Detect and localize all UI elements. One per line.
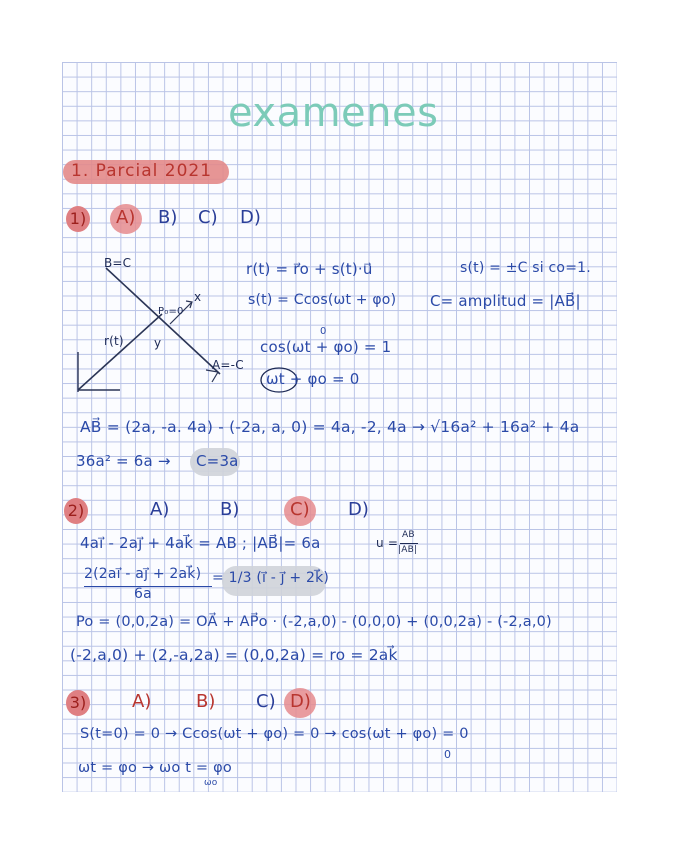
result-line: 36a² = 6a → xyxy=(76,452,171,470)
q2-option-b: B) xyxy=(220,499,240,520)
q1-option-a: A) xyxy=(116,207,136,228)
vector-rt xyxy=(78,314,162,390)
q1-option-b: B) xyxy=(158,207,178,228)
q1-option-d: D) xyxy=(240,207,261,228)
equation-phase: ωt + φo = 0 xyxy=(266,370,360,388)
equation-st: s(t) = Ccos(ωt + φo) xyxy=(248,292,397,308)
label-b: B=C xyxy=(104,256,132,270)
unit-vector-label: u = xyxy=(376,536,399,550)
q2-option-d: D) xyxy=(348,499,369,520)
unit-vector-denominator: |AB| xyxy=(398,545,418,555)
po-result-line: (-2,a,0) + (2,-a,2a) = (0,0,2a) = ro = 2ak⃗ xyxy=(70,646,398,664)
fraction-result: = 1/3 (i⃗ - j⃗ + 2k⃗) xyxy=(212,570,330,586)
phase-relation-line: ωt = φo → ωo t = φo xyxy=(78,760,232,776)
label-a: A=-C xyxy=(212,358,244,372)
fraction-numerator: 2(2ai⃗ - aj⃗ + 2ak⃗) xyxy=(84,566,202,582)
line-diagram xyxy=(70,252,260,402)
q3-option-a: A) xyxy=(132,691,152,712)
equation-cos: cos(ωt + φo) = 1 xyxy=(260,338,392,356)
initial-condition-line: S(t=0) = 0 → Ccos(ωt + φo) = 0 → cos(ωt + φo) = 0 xyxy=(80,726,469,742)
ab-vector-line: AB⃗ = (2a, -a. 4a) - (-2a, a, 0) = 4a, -2, 4a → √16a² + 16a² + 4a xyxy=(80,418,580,436)
label-rt: r(t) xyxy=(104,334,124,348)
q3-option-b: B) xyxy=(196,691,216,712)
phase-relation-sub: ωo xyxy=(204,778,218,788)
q3-option-d: D) xyxy=(290,691,311,712)
arrow-a-right xyxy=(212,372,218,382)
section-title: 1. Parcial 2021 xyxy=(71,161,213,181)
page-title: examenes xyxy=(228,90,439,136)
question-1-number: 1) xyxy=(66,206,90,232)
fraction-denominator: 6a xyxy=(134,586,152,602)
equation-rt: r(t) = r⃗o + s(t)·u⃗ xyxy=(246,260,373,278)
equation-st-condition: s(t) = ±C si co=1. xyxy=(460,260,591,276)
equation-amplitude: C= amplitud = |AB⃗| xyxy=(430,292,581,310)
q3-option-c: C) xyxy=(256,691,276,712)
segment-ab xyxy=(106,268,220,374)
q2-option-c: C) xyxy=(290,499,310,520)
label-y: y xyxy=(154,336,162,350)
initial-condition-zero: 0 xyxy=(444,748,452,761)
question-2-number: 2) xyxy=(64,498,88,524)
equation-zero-mark: 0 xyxy=(320,326,327,337)
unit-vector-fraction-bar xyxy=(400,543,418,544)
unit-vector-numerator: AB xyxy=(402,530,415,540)
question-3-number: 3) xyxy=(66,690,90,716)
po-position-line: Po = (0,0,2a) = OA⃗ + AP⃗o · (-2,a,0) - (0,0,0) + (0,0,2a) - (-2,a,0) xyxy=(76,614,552,630)
q1-option-c: C) xyxy=(198,207,218,228)
q2-option-a: A) xyxy=(150,499,170,520)
ab-components-line: 4ai⃗ - 2aj⃗ + 4ak⃗ = AB ; |AB⃗|= 6a xyxy=(80,534,321,552)
label-po: P₀=0 xyxy=(158,306,184,317)
label-x: x xyxy=(194,290,202,304)
result-value: C=3a xyxy=(196,452,239,470)
